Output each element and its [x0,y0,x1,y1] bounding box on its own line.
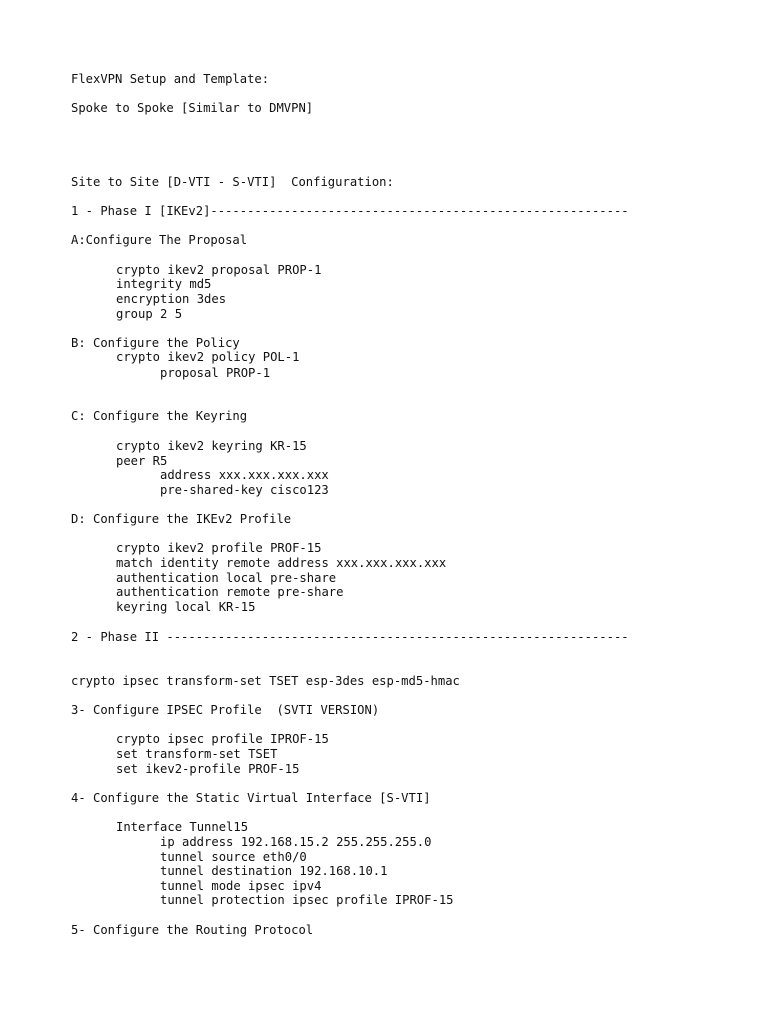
config-line: ip address 192.168.15.2 255.255.255.0 [160,835,432,849]
step-3-heading: 3- Configure IPSEC Profile (SVTI VERSION) [71,703,380,717]
config-line: tunnel protection ipsec profile IPROF-15 [160,893,454,907]
config-line: crypto ikev2 proposal PROP-1 [116,263,322,277]
config-line: crypto ipsec profile IPROF-15 [116,732,329,746]
config-line: tunnel mode ipsec ipv4 [160,879,322,893]
config-line: set transform-set TSET [116,747,278,761]
config-line: Interface Tunnel15 [116,820,249,834]
config-line: encryption 3des [116,292,227,306]
step-a-heading: A:Configure The Proposal [71,233,248,247]
config-line: crypto ikev2 keyring KR-15 [116,439,307,453]
config-line: match identity remote address xxx.xxx.xxx.xxx [116,556,447,570]
document-title: FlexVPN Setup and Template: [71,72,270,86]
section-heading-spoke-to-spoke: Spoke to Spoke [Similar to DMVPN] [71,101,314,115]
config-line: pre-shared-key cisco123 [160,483,329,497]
step-d-heading: D: Configure the IKEv2 Profile [71,512,292,526]
phase-1-heading: 1 - Phase I [IKEv2]--------------------------------------------------------- [71,204,629,218]
config-line: crypto ikev2 policy POL-1 [116,350,300,364]
step-5-heading: 5- Configure the Routing Protocol [71,923,314,937]
config-line: integrity md5 [116,277,212,291]
config-line: set ikev2-profile PROF-15 [116,762,300,776]
step-b-heading: B: Configure the Policy [71,336,240,350]
step-4-heading: 4- Configure the Static Virtual Interface [S-VTI] [71,791,431,805]
config-line: tunnel source eth0/0 [160,850,307,864]
config-line: crypto ikev2 profile PROF-15 [116,541,322,555]
config-line: authentication remote pre-share [116,585,344,599]
config-line: peer R5 [116,454,168,468]
config-line: proposal PROP-1 [160,366,271,380]
config-line: group 2 5 [116,307,183,321]
step-c-heading: C: Configure the Keyring [71,409,248,423]
config-line: authentication local pre-share [116,571,337,585]
config-line: address xxx.xxx.xxx.xxx [160,468,329,482]
config-line: crypto ipsec transform-set TSET esp-3des esp-md5-hmac [71,674,460,688]
section-heading-site-to-site: Site to Site [D-VTI - S-VTI] Configuration: [71,175,394,189]
phase-2-heading: 2 - Phase II --------------------------------------------------------------- [71,630,629,644]
config-line: tunnel destination 192.168.10.1 [160,864,388,878]
config-line: keyring local KR-15 [116,600,256,614]
